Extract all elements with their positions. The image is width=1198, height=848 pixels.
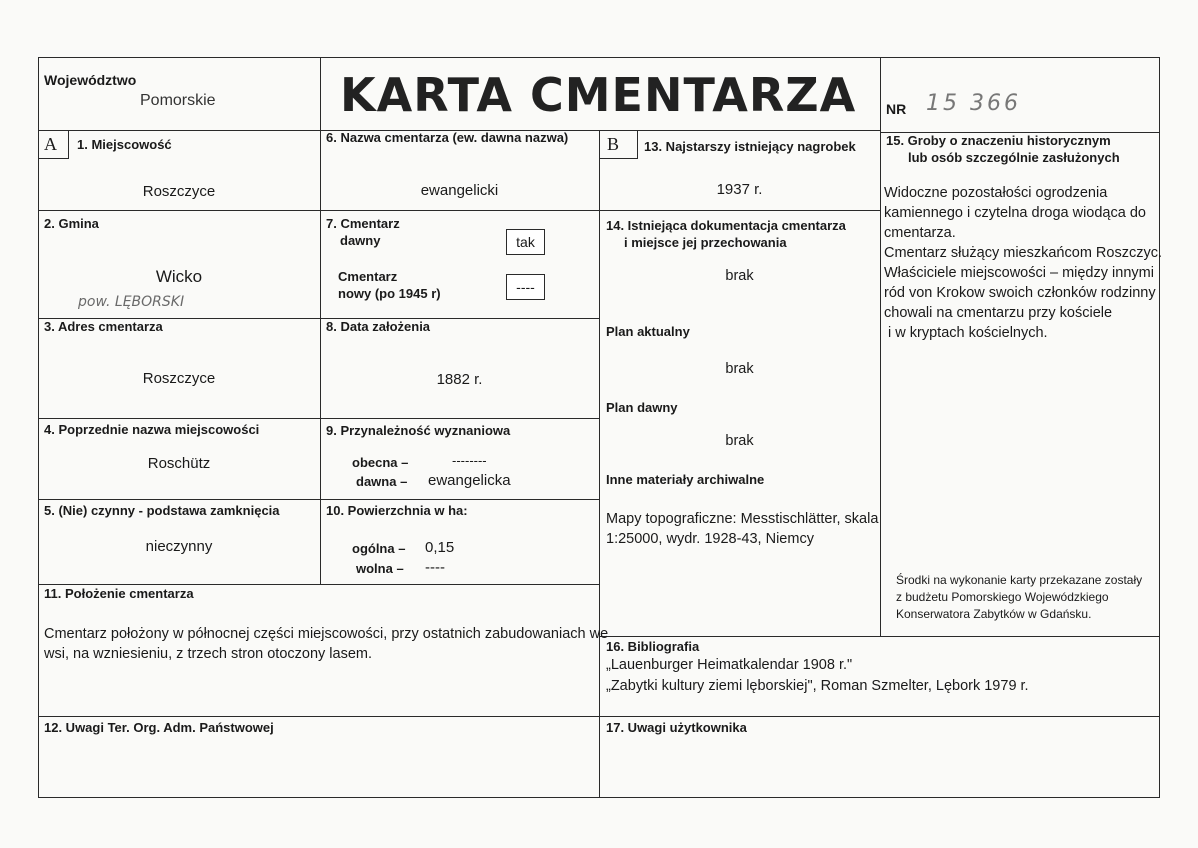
field-10-total-value: 0,15	[425, 539, 455, 556]
field-13-label: 13. Najstarszy istniejący nagrobek	[644, 139, 856, 154]
field-9-former-label: dawna –	[356, 474, 408, 489]
field-10-free-value: ----	[425, 559, 445, 576]
other-materials-text-2: 1:25000, wydr. 1928-43, Niemcy	[606, 531, 814, 547]
field-7-old-label: dawny	[340, 233, 381, 248]
nr-label: NR	[886, 101, 907, 117]
field-5-label: 5. (Nie) czynny - podstawa zamknięcia	[44, 503, 280, 518]
field-15-line: ród von Krokow swoich członków rodzinny	[884, 285, 1156, 301]
field-7-new-value-box: ----	[506, 274, 545, 300]
field-9-label: 9. Przynależność wyznaniowa	[326, 423, 511, 438]
bibliography-line-2: „Zabytki kultury ziemi lęborskiej", Roman Szmelter, Lębork 1979 r.	[606, 678, 1029, 694]
field-2-label: 2. Gmina	[44, 216, 99, 231]
field-10-free-label: wolna –	[356, 561, 404, 576]
field-7-old-value-box: tak	[506, 229, 545, 255]
plan-current-label: Plan aktualny	[606, 324, 690, 339]
field-9-current-label: obecna –	[352, 455, 409, 470]
field-15-label-2: lub osób szczególnie zasłużonych	[908, 150, 1120, 165]
field-3-label: 3. Adres cmentarza	[44, 319, 163, 334]
field-5-value: nieczynny	[145, 538, 213, 555]
field-15-line: Właściciele miejscowości – między innymi	[884, 265, 1154, 281]
field-15-line: cmentarza.	[884, 225, 956, 241]
field-3-value: Roszczyce	[142, 370, 216, 387]
field-14-value: brak	[725, 268, 754, 284]
field-6-value: ewangelicki	[420, 182, 499, 199]
field-1-value: Roszczyce	[142, 183, 216, 200]
field-7-new-label-2: nowy (po 1945 r)	[338, 286, 441, 301]
funding-note-2: z budżetu Pomorskiego Wojewódzkiego	[896, 590, 1109, 604]
field-11-text-1: Cmentarz położony w północnej części miejscowości, przy ostatnich zabudowaniach we	[44, 626, 609, 642]
field-10-total-label: ogólna –	[352, 541, 406, 556]
page-title: KARTA CMENTARZA	[340, 68, 857, 122]
other-materials-text-1: Mapy topograficzne: Messtischlätter, skala	[606, 511, 879, 527]
field-10-label: 10. Powierzchnia w ha:	[326, 503, 468, 518]
field-15-line: kamiennego i czytelna droga wiodąca do	[884, 205, 1146, 221]
field-15-line: i w kryptach kościelnych.	[884, 325, 1048, 341]
field-15-line: Cmentarz służący mieszkańcom Roszczyc.	[884, 245, 1162, 261]
field-15-label-1: 15. Groby o znaczeniu historycznym	[886, 133, 1111, 148]
bibliography-line-1: „Lauenburger Heimatkalendar 1908 r."	[606, 657, 853, 673]
field-1-label: 1. Miejscowość	[77, 137, 172, 152]
field-17-label: 17. Uwagi użytkownika	[606, 720, 747, 735]
field-16-label: 16. Bibliografia	[606, 639, 700, 654]
field-11-text-2: wsi, na wzniesieniu, z trzech stron otoczony lasem.	[44, 646, 372, 662]
field-13-value: 1937 r.	[716, 181, 763, 198]
plan-old-value: brak	[725, 433, 754, 449]
field-15-line: chowali na cmentarzu przy kościele	[884, 305, 1113, 321]
other-materials-label: Inne materiały archiwalne	[606, 472, 765, 487]
handwritten-county-note: pow. LĘBORSKI	[78, 294, 185, 310]
plan-current-value: brak	[725, 361, 754, 377]
field-15-line: Widoczne pozostałości ogrodzenia	[884, 185, 1108, 201]
field-12-label: 12. Uwagi Ter. Org. Adm. Państwowej	[44, 720, 274, 735]
field-9-former-value: ewangelicka	[428, 472, 511, 489]
field-9-current-value: --------	[452, 453, 487, 468]
field-2-value: Wicko	[155, 267, 203, 286]
field-6-label: 6. Nazwa cmentarza (ew. dawna nazwa)	[326, 130, 569, 145]
field-11-label: 11. Położenie cmentarza	[44, 586, 194, 601]
nr-value: 15 366	[926, 91, 1021, 116]
field-14-label-1: 14. Istniejąca dokumentacja cmentarza	[606, 218, 846, 233]
funding-note-1: Środki na wykonanie karty przekazane zostały	[896, 573, 1143, 587]
funding-note-3: Konserwatora Zabytków w Gdańsku.	[896, 607, 1092, 621]
field-4-label: 4. Poprzednie nazwa miejscowości	[44, 422, 260, 437]
field-7-new-label-1: Cmentarz	[338, 269, 398, 284]
field-8-label: 8. Data założenia	[326, 319, 431, 334]
section-a-letter: A	[44, 134, 57, 154]
plan-old-label: Plan dawny	[606, 400, 678, 415]
voivodeship-value: Pomorskie	[140, 92, 216, 109]
field-14-label-2: i miejsce jej przechowania	[624, 235, 787, 250]
voivodeship-label: Województwo	[44, 72, 137, 88]
field-8-value: 1882 r.	[436, 371, 483, 388]
field-4-value: Roschütz	[147, 455, 211, 472]
section-b-letter: B	[607, 134, 620, 154]
field-7-label: 7. Cmentarz	[326, 216, 400, 231]
